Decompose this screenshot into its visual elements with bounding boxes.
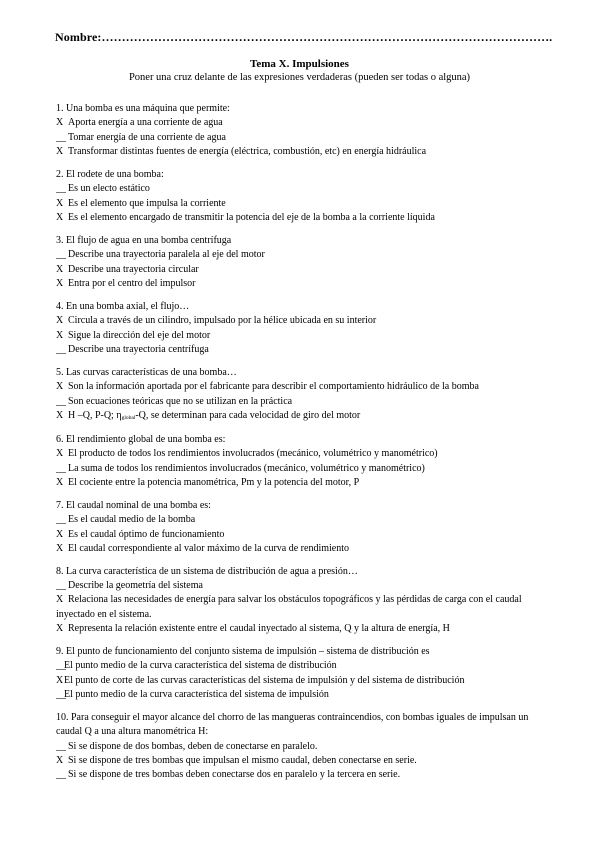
eta-subscript: global [121, 414, 136, 421]
option-mark: __ [56, 131, 66, 143]
option-text: Es el caudal óptimo de funcionamiento [68, 528, 225, 540]
question-7 [56, 499, 548, 556]
option-text: Si se dispone de tres bombas que impulsan el mismo caudal, deben conectarse en serie. [68, 755, 417, 767]
option-text: Transformar distintas fuentes de energía (eléctrica, combustión, etc) en energía hidráulica [68, 145, 427, 157]
question-4 [56, 300, 548, 357]
option-mark: X [56, 117, 64, 129]
option-mark: X [56, 145, 64, 157]
option-mark: X [56, 594, 64, 606]
option-mark: X [56, 211, 64, 223]
option-text: El cociente entre la potencia manométrica, Pm y la potencia del motor, P [68, 476, 360, 488]
question-text: 7. El caudal nominal de una bomba es: [56, 499, 211, 511]
option [56, 476, 548, 490]
option [56, 740, 548, 754]
option [56, 768, 548, 782]
question-text: 5. Las curvas características de una bomba… [56, 366, 237, 378]
option-mark: X [56, 755, 64, 767]
option-mark: __ [56, 514, 66, 526]
option [56, 528, 548, 542]
option-text: Describe una trayectoria paralela al eje del motor [68, 249, 265, 261]
option-mark: X [56, 674, 64, 686]
option-text: Son la información aportada por el fabricante para describir el comportamiento hidráulico de la bomba [68, 381, 479, 393]
page-title: Tema X. Impulsiones [250, 58, 349, 70]
question-6 [56, 433, 548, 490]
option [56, 343, 548, 357]
question-list [56, 102, 548, 783]
option [56, 622, 548, 636]
option-text: Circula a través de un cilindro, impulsado por la hélice ubicada en su interior [68, 315, 377, 327]
option-text: Representa la relación existente entre el caudal inyectado al sistema, Q y la altura de energía, H [68, 623, 450, 635]
option-mark: X [56, 476, 64, 488]
option-mark: __ [56, 580, 66, 592]
question-text: 9. El punto de funcionamiento del conjunto sistema de impulsión – sistema de distribución es [56, 646, 430, 658]
question-8 [56, 565, 548, 636]
option-mark: X [56, 381, 64, 393]
option [56, 754, 548, 768]
option-text: Tomar energía de una corriente de agua [68, 131, 226, 143]
option-text: Si se dispone de tres bombas deben conectarse dos en paralelo y la tercera en serie. [68, 769, 401, 781]
option-mark: __ [56, 183, 66, 195]
option [56, 131, 548, 145]
question-text: 10. Para conseguir el mayor alcance del chorro de las mangueras contraincendios, con bombas iguales de impulsan un caudal Q a una altura manométrica H: [56, 712, 529, 738]
option-mark: __ [56, 740, 66, 752]
option [56, 462, 548, 476]
question-text: 2. El rodete de una bomba: [56, 168, 164, 180]
option [56, 263, 548, 277]
option-mark: X [56, 277, 64, 289]
option-text: Es el elemento que impulsa la corriente [68, 197, 226, 209]
question-9 [56, 645, 548, 702]
option-text [68, 409, 548, 424]
option-mark: __ [56, 660, 66, 672]
option-text: Si se dispone de dos bombas, deben de conectarse en paralelo. [68, 740, 318, 752]
option [56, 688, 548, 702]
question-text: 3. El flujo de agua en una bomba centrífuga [56, 234, 232, 246]
option [56, 395, 548, 409]
option-text: El producto de todos los rendimientos involucrados (mecánico, volumétrico y manométrico) [68, 448, 438, 460]
option-mark: __ [56, 249, 66, 261]
question-5 [56, 366, 548, 424]
option-mark: X [56, 542, 64, 554]
option-text: Relaciona las necesidades de energía para salvar los obstáculos topográficos y las pérdidas de carga con el caudal inyectado en el sistema. [56, 594, 522, 620]
question-text: 4. En una bomba axial, el flujo… [56, 300, 190, 312]
option [56, 314, 548, 328]
option-mark: X [56, 263, 64, 275]
option [56, 579, 548, 593]
option [56, 659, 548, 673]
option-mark: X [56, 329, 64, 341]
option-mark: X [56, 197, 64, 209]
option-mark: __ [56, 689, 66, 701]
option-text: Describe la geometría del sistema [68, 580, 203, 592]
option-mark: X [56, 409, 64, 421]
option-mark: __ [56, 769, 66, 781]
option-mark: X [56, 623, 64, 635]
option [56, 593, 548, 622]
option-text: Aporta energía a una corriente de agua [68, 117, 223, 129]
question-text: 1. Una bomba es una máquina que permite: [56, 103, 230, 114]
option-mark: __ [56, 343, 66, 355]
option-text-part: -Q, se determinan para cada velocidad de giro del motor [135, 409, 361, 421]
option-mark: X [56, 315, 64, 327]
option [56, 329, 548, 343]
option-mark: __ [56, 395, 66, 407]
option-text: Sigue la dirección del eje del motor [68, 329, 211, 341]
option [56, 116, 548, 130]
question-text: 8. La curva característica de un sistema de distribución de agua a presión… [56, 565, 358, 577]
option [56, 211, 548, 225]
option [56, 380, 548, 394]
option [56, 409, 548, 424]
option-text: Es un electo estático [68, 183, 150, 195]
option [56, 513, 548, 527]
option [56, 182, 548, 196]
option [56, 145, 548, 159]
option [56, 542, 548, 556]
option [56, 197, 548, 211]
option-text: Describe una trayectoria centrífuga [68, 343, 209, 355]
option-text-part: H –Q, P-Q; η [68, 409, 122, 421]
option-text: El punto de corte de las curvas características del sistema de impulsión y del sistema de distribución [64, 674, 465, 686]
question-3 [56, 234, 548, 291]
option-text: El punto medio de la curva característica del sistema de distribución [64, 660, 337, 672]
option-text: Describe una trayectoria circular [68, 263, 199, 275]
option [56, 277, 548, 291]
name-field-label: Nombre:…………………………………………………………………………………………………. [55, 30, 553, 44]
option-mark: X [56, 528, 64, 540]
option [56, 248, 548, 262]
option-text: Es el caudal medio de la bomba [68, 514, 196, 526]
question-1 [56, 102, 548, 159]
option-mark: X [56, 448, 64, 460]
option-text: El caudal correspondiente al valor máximo de la curva de rendimiento [68, 542, 350, 554]
question-10 [56, 711, 548, 782]
option-text: Entra por el centro del impulsor [68, 277, 196, 289]
instructions-subtitle: Poner una cruz delante de las expresiones verdaderas (pueden ser todas o alguna) [128, 72, 471, 83]
option [56, 447, 548, 461]
question-text: 6. El rendimiento global de una bomba es: [56, 433, 226, 445]
option-mark: __ [56, 462, 66, 474]
option-text: Son ecuaciones teóricas que no se utilizan en la práctica [68, 395, 293, 407]
option-text: La suma de todos los rendimientos involucrados (mecánico, volumétrico y manométrico) [68, 462, 425, 474]
option-text: El punto medio de la curva característica del sistema de impulsión [64, 689, 329, 701]
option-text: Es el elemento encargado de transmitir la potencia del eje de la bomba a la corriente líquida [68, 211, 435, 223]
question-2 [56, 168, 548, 225]
option [56, 674, 548, 688]
